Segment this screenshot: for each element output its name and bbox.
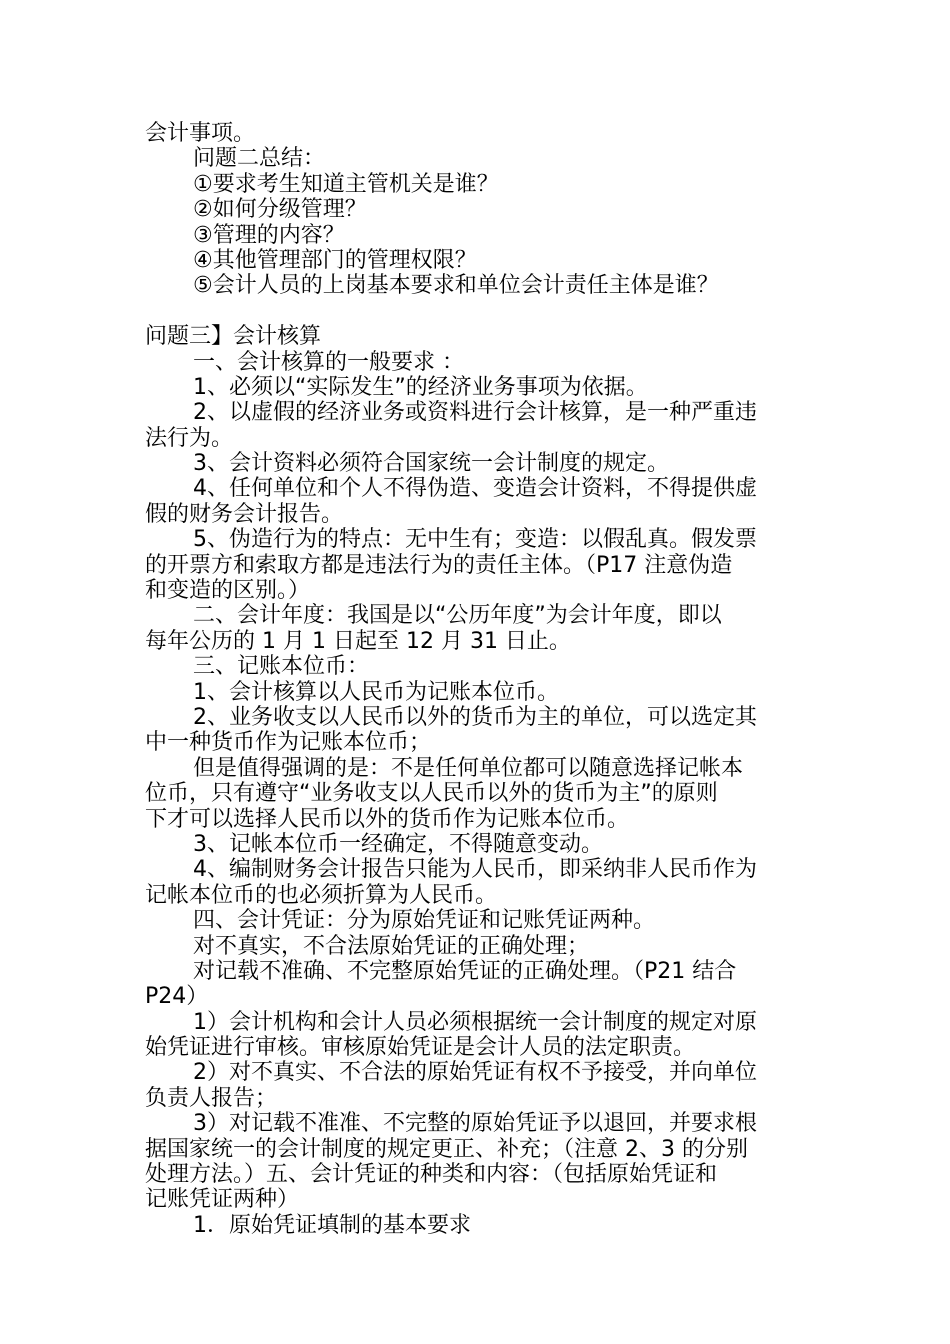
text-line: 2、以虚假的经济业务或资料进行会计核算，是一种严重违 <box>193 400 757 426</box>
text-line: 记账凭证两种） <box>145 1187 300 1213</box>
text-line: 对记载不准确、不完整原始凭证的正确处理。（P21 结合 <box>193 958 737 984</box>
list-item: ①要求考生知道主管机关是谁？ <box>193 171 499 197</box>
text-line: 3、记帐本位币一经确定，不得随意变动。 <box>193 831 603 857</box>
text-line: 4、编制财务会计报告只能为人民币，即采纳非人民币作为 <box>193 857 757 883</box>
list-item: ②如何分级管理？ <box>193 197 367 223</box>
text-line: 每年公历的 1 月 1 日起至 12 月 31 日止。 <box>145 628 571 654</box>
list-item: ④其他管理部门的管理权限？ <box>193 247 477 273</box>
text-line: 位币，只有遵守“业务收支以人民币以外的货币为主”的原则 <box>145 781 718 807</box>
text-line: 的开票方和索取方都是违法行为的责任主体。（P17 注意伪造 <box>145 552 733 578</box>
text-line: 会计事项。 <box>145 121 256 146</box>
text-line: 对不真实，不合法原始凭证的正确处理； <box>193 933 590 959</box>
subsection-heading: 二、会计年度：我国是以“公历年度”为会计年度，即以 <box>193 603 722 629</box>
text-line: P24） <box>145 984 209 1010</box>
list-item: ⑤会计人员的上岗基本要求和单位会计责任主体是谁？ <box>193 273 719 299</box>
text-line: 但是值得强调的是：不是任何单位都可以随意选择记帐本 <box>193 755 744 781</box>
text-line: 法行为。 <box>145 425 234 451</box>
document-page <box>145 121 805 1238</box>
text-line: 和变造的区别。） <box>145 578 311 604</box>
text-line: 处理方法。）五、会计凭证的种类和内容：（包括原始凭证和 <box>145 1162 718 1188</box>
text-line: 2、业务收支以人民币以外的货币为主的单位，可以选定其 <box>193 704 757 730</box>
text-line: 假的财务会计报告。 <box>145 501 344 527</box>
list-item: ③管理的内容？ <box>193 222 345 248</box>
text-line: 3）对记载不准准、不完整的原始凭证予以退回，并要求根 <box>193 1111 757 1137</box>
text-line: 3、会计资料必须符合国家统一会计制度的规定。 <box>193 451 669 477</box>
text-line: 1、会计核算以人民币为记账本位币。 <box>193 679 559 705</box>
section-heading: 问题二总结： <box>193 146 326 172</box>
text-line: 下才可以选择人民币以外的货币作为记账本位币。 <box>145 806 630 832</box>
text-line: 1）会计机构和会计人员必须根据统一会计制度的规定对原 <box>193 1009 757 1035</box>
text-line: 1．原始凭证填制的基本要求 <box>193 1212 471 1238</box>
text-line: 1、必须以“实际发生”的经济业务事项为依据。 <box>193 374 648 400</box>
text-line: 始凭证进行审核。审核原始凭证是会计人员的法定职责。 <box>145 1035 696 1061</box>
section-heading: 问题三】会计核算 <box>145 324 322 350</box>
text-line: 据国家统一的会计制度的规定更正、补充；（注意 2、3 的分别 <box>145 1136 748 1162</box>
blank-line <box>145 299 805 324</box>
subsection-heading: 三、记账本位币： <box>193 654 370 680</box>
text-line: 记帐本位币的也必须折算为人民币。 <box>145 882 498 908</box>
subsection-heading: 四、会计凭证：分为原始凭证和记账凭证两种。 <box>193 908 656 934</box>
subsection-heading: 一、会计核算的一般要求 ： <box>193 349 464 375</box>
text-line: 中一种货币作为记账本位币； <box>145 730 432 756</box>
text-line: 2）对不真实、不合法的原始凭证有权不予接受，并向单位 <box>193 1060 757 1086</box>
text-line: 5、伪造行为的特点：无中生有；变造：以假乱真。假发票 <box>193 527 757 553</box>
text-line: 4、任何单位和个人不得伪造、变造会计资料，不得提供虚 <box>193 476 757 502</box>
text-line: 负责人报告； <box>145 1085 278 1111</box>
